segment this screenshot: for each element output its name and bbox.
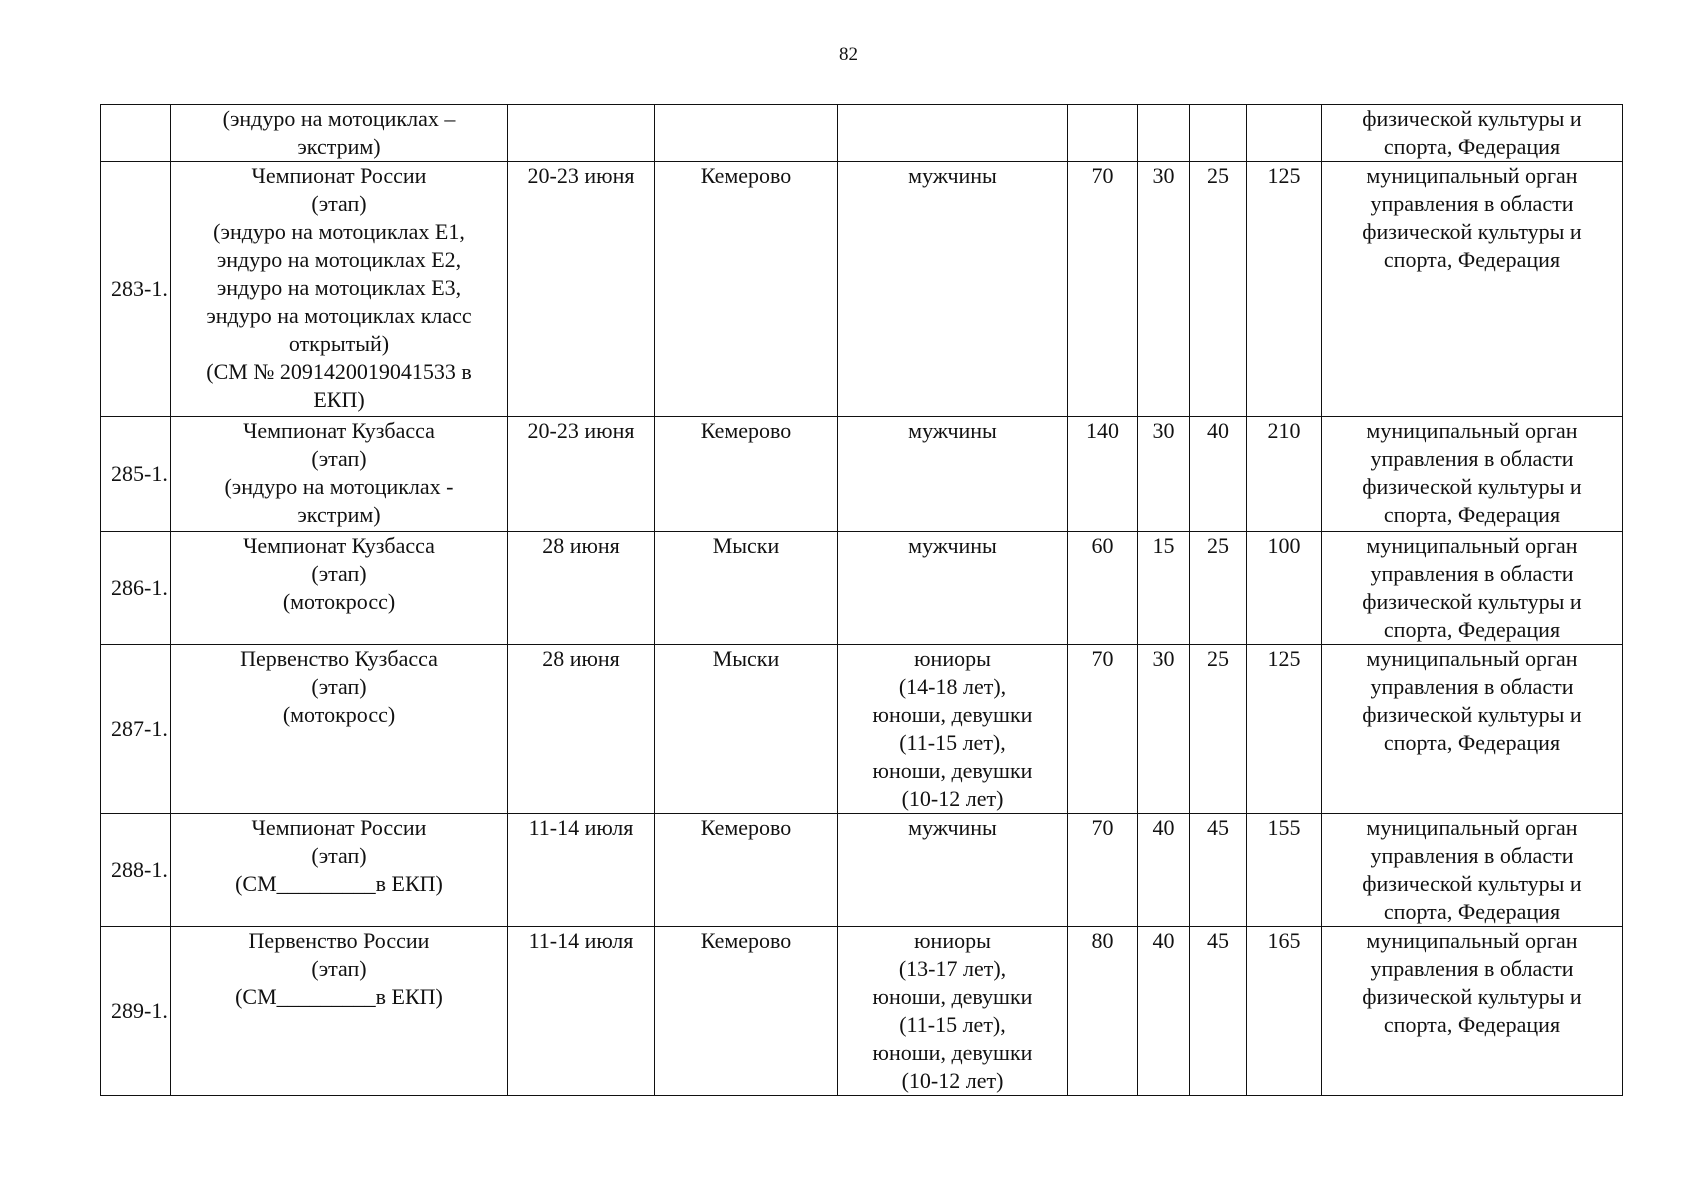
event-place: Мыски xyxy=(655,645,838,814)
event-participants-line: мужчины xyxy=(908,418,997,443)
event-organizer-line: физической культуры и xyxy=(1362,589,1582,614)
event-organizer-line: управления в области xyxy=(1370,446,1574,471)
count-col-2: 15 xyxy=(1138,532,1190,645)
event-title xyxy=(171,927,508,1096)
page-number: 82 xyxy=(839,44,858,65)
event-participants xyxy=(838,417,1068,532)
event-dates: 11-14 июля xyxy=(508,927,655,1096)
table-row xyxy=(101,162,1623,417)
event-participants-line: юноши, девушки xyxy=(872,702,1033,727)
event-number: 283-1. xyxy=(101,162,171,417)
event-organizer-line: спорта, Федерация xyxy=(1383,617,1561,642)
event-title xyxy=(171,645,508,814)
event-title-line: (этап) xyxy=(311,674,367,699)
event-participants-line: юниоры xyxy=(914,646,991,671)
event-title-line: Чемпионат России xyxy=(251,815,427,840)
event-participants-line: юниоры xyxy=(914,928,991,953)
event-number: 289-1. xyxy=(101,927,171,1096)
count-col-3: 45 xyxy=(1190,927,1247,1096)
event-title-line: Первенство Кузбасса xyxy=(240,646,438,671)
count-col-2: 30 xyxy=(1138,417,1190,532)
event-organizer-line: управления в области xyxy=(1370,191,1574,216)
count-total: 125 xyxy=(1247,645,1322,814)
event-participants-line: юноши, девушки xyxy=(872,984,1033,1009)
count-col-3: 25 xyxy=(1190,162,1247,417)
event-title-line: (этап) xyxy=(311,843,367,868)
event-participants-line: (14-18 лет), xyxy=(898,674,1007,699)
count-col-1: 70 xyxy=(1068,814,1138,927)
event-organizer xyxy=(1322,645,1623,814)
event-organizer-line: физической культуры и xyxy=(1362,106,1582,131)
event-organizer-line: муниципальный орган xyxy=(1366,533,1578,558)
event-participants xyxy=(838,927,1068,1096)
event-title-line: (этап) xyxy=(311,561,367,586)
event-organizer-line: управления в области xyxy=(1370,561,1574,586)
event-title xyxy=(171,162,508,417)
count-col-2: 40 xyxy=(1138,814,1190,927)
count-total: 210 xyxy=(1247,417,1322,532)
table-row xyxy=(101,814,1623,927)
event-organizer-line: муниципальный орган xyxy=(1366,646,1578,671)
event-title-line: (эндуро на мотоциклах - xyxy=(224,474,454,499)
event-participants xyxy=(838,814,1068,927)
event-participants xyxy=(838,645,1068,814)
event-organizer-line: муниципальный орган xyxy=(1366,815,1578,840)
event-number: 287-1. xyxy=(101,645,171,814)
table-row xyxy=(101,417,1623,532)
event-dates: 20-23 июня xyxy=(508,417,655,532)
event-organizer xyxy=(1322,927,1623,1096)
count-col-1: 60 xyxy=(1068,532,1138,645)
event-organizer-line: управления в области xyxy=(1370,674,1574,699)
event-title-line: Чемпионат Кузбасса xyxy=(243,533,435,558)
event-dates: 28 июня xyxy=(508,645,655,814)
event-title-line: экстрим) xyxy=(297,502,381,527)
event-organizer xyxy=(1322,105,1623,162)
event-dates: 11-14 июля xyxy=(508,814,655,927)
count-col-2: 40 xyxy=(1138,927,1190,1096)
event-title-line: открытый) xyxy=(288,331,390,356)
event-dates: 20-23 июня xyxy=(508,162,655,417)
table-row xyxy=(101,105,1623,162)
count-total: 100 xyxy=(1247,532,1322,645)
event-title-line: (эндуро на мотоциклах – xyxy=(222,106,456,131)
event-title-line: экстрим) xyxy=(297,134,381,159)
event-organizer-line: муниципальный орган xyxy=(1366,163,1578,188)
table-row xyxy=(101,645,1623,814)
event-organizer-line: спорта, Федерация xyxy=(1383,730,1561,755)
event-place: Кемерово xyxy=(655,927,838,1096)
event-organizer-line: физической культуры и xyxy=(1362,474,1582,499)
event-participants-line: юноши, девушки xyxy=(872,758,1033,783)
event-organizer-line: физической культуры и xyxy=(1362,219,1582,244)
event-organizer-line: муниципальный орган xyxy=(1366,928,1578,953)
event-title-line: (мотокросс) xyxy=(282,589,396,614)
event-organizer-line: физической культуры и xyxy=(1362,984,1582,1009)
event-participants-line: (13-17 лет), xyxy=(898,956,1007,981)
event-place: Кемерово xyxy=(655,814,838,927)
count-col-2: 30 xyxy=(1138,645,1190,814)
count-col-2 xyxy=(1138,105,1190,162)
count-total xyxy=(1247,105,1322,162)
event-organizer-line: спорта, Федерация xyxy=(1383,1012,1561,1037)
event-title-line: (СМ_________в ЕКП) xyxy=(235,984,443,1009)
event-number xyxy=(101,105,171,162)
event-participants-line: (11-15 лет), xyxy=(899,730,1006,755)
event-organizer-line: муниципальный орган xyxy=(1366,418,1578,443)
count-col-3: 45 xyxy=(1190,814,1247,927)
event-organizer-line: спорта, Федерация xyxy=(1383,899,1561,924)
event-organizer xyxy=(1322,162,1623,417)
event-title-line: (этап) xyxy=(311,191,367,216)
event-title-line: (СМ № 2091420019041533 в xyxy=(206,359,472,384)
event-organizer-line: спорта, Федерация xyxy=(1383,502,1561,527)
event-organizer xyxy=(1322,814,1623,927)
count-col-3: 25 xyxy=(1190,645,1247,814)
event-dates xyxy=(508,105,655,162)
table-row xyxy=(101,532,1623,645)
event-title xyxy=(171,814,508,927)
event-organizer xyxy=(1322,417,1623,532)
count-col-3: 25 xyxy=(1190,532,1247,645)
count-total: 165 xyxy=(1247,927,1322,1096)
event-title-line: эндуро на мотоциклах Е2, xyxy=(216,247,462,272)
count-col-1 xyxy=(1068,105,1138,162)
event-dates: 28 июня xyxy=(508,532,655,645)
count-col-3 xyxy=(1190,105,1247,162)
event-organizer-line: физической культуры и xyxy=(1362,702,1582,727)
event-place xyxy=(655,105,838,162)
event-title-line: Чемпионат Кузбасса xyxy=(243,418,435,443)
event-organizer-line: управления в области xyxy=(1370,956,1574,981)
event-title xyxy=(171,417,508,532)
count-col-1: 80 xyxy=(1068,927,1138,1096)
event-title-line: эндуро на мотоциклах Е3, xyxy=(216,275,462,300)
event-title xyxy=(171,532,508,645)
event-number: 285-1. xyxy=(101,417,171,532)
event-participants-line: юноши, девушки xyxy=(872,1040,1033,1065)
event-title-line: (эндуро на мотоциклах Е1, xyxy=(213,219,465,244)
event-participants-line: (11-15 лет), xyxy=(899,1012,1006,1037)
count-total: 155 xyxy=(1247,814,1322,927)
event-organizer-line: спорта, Федерация xyxy=(1383,247,1561,272)
event-place: Кемерово xyxy=(655,417,838,532)
count-col-2: 30 xyxy=(1138,162,1190,417)
event-title-line: эндуро на мотоциклах класс xyxy=(206,303,472,328)
event-number: 288-1. xyxy=(101,814,171,927)
event-participants-line: (10-12 лет) xyxy=(901,1068,1004,1093)
event-participants xyxy=(838,105,1068,162)
event-place: Кемерово xyxy=(655,162,838,417)
count-col-1: 70 xyxy=(1068,162,1138,417)
event-participants-line: мужчины xyxy=(908,533,997,558)
event-organizer xyxy=(1322,532,1623,645)
event-participants-line: (10-12 лет) xyxy=(901,786,1004,811)
event-title-line: (этап) xyxy=(311,956,367,981)
event-organizer-line: спорта, Федерация xyxy=(1383,134,1561,159)
event-title xyxy=(171,105,508,162)
events-table xyxy=(100,104,1623,1096)
count-col-3: 40 xyxy=(1190,417,1247,532)
event-title-line: (этап) xyxy=(311,446,367,471)
event-title-line: ЕКП) xyxy=(313,387,365,412)
event-title-line: Чемпионат России xyxy=(251,163,427,188)
event-place: Мыски xyxy=(655,532,838,645)
event-participants xyxy=(838,162,1068,417)
count-total: 125 xyxy=(1247,162,1322,417)
event-participants-line: мужчины xyxy=(908,815,997,840)
event-number: 286-1. xyxy=(101,532,171,645)
event-organizer-line: управления в области xyxy=(1370,843,1574,868)
event-participants xyxy=(838,532,1068,645)
event-title-line: (СМ_________в ЕКП) xyxy=(235,871,443,896)
event-title-line: Первенство России xyxy=(248,928,430,953)
count-col-1: 70 xyxy=(1068,645,1138,814)
event-participants-line: мужчины xyxy=(908,163,997,188)
event-title-line: (мотокросс) xyxy=(282,702,396,727)
count-col-1: 140 xyxy=(1068,417,1138,532)
event-organizer-line: физической культуры и xyxy=(1362,871,1582,896)
table-row xyxy=(101,927,1623,1096)
